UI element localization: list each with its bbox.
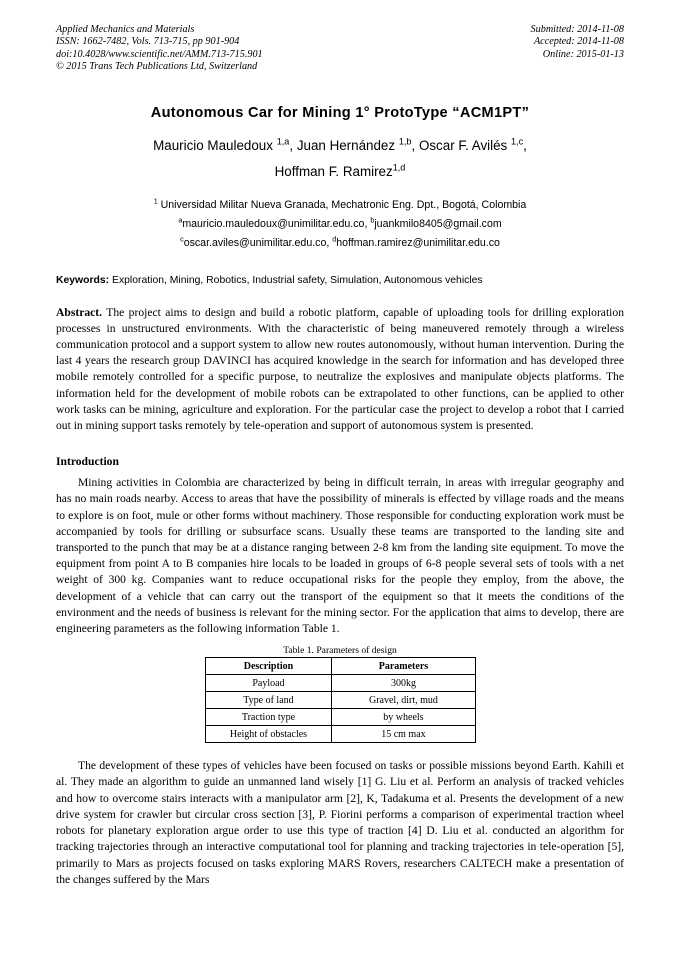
author-list-line2 xyxy=(56,164,624,179)
table-cell-description: Payload xyxy=(205,675,332,692)
keywords-label: Keywords: xyxy=(56,274,110,286)
email-marker: a xyxy=(178,215,183,225)
table1-container xyxy=(56,645,624,743)
journal-issn: ISSN: 1662-7482, Vols. 713-715, pp 901-904 xyxy=(56,36,240,48)
author-entry xyxy=(153,138,297,153)
table-cell-description: Height of obstacles xyxy=(205,726,332,743)
author-affiliation-marker: 1,a xyxy=(276,136,290,147)
email-address[interactable]: juankmilo8405@gmail.com xyxy=(374,217,502,230)
introduction-heading: Introduction xyxy=(56,455,119,469)
email-line-2 xyxy=(56,234,624,253)
journal-doi: doi:10.4028/www.scientific.net/AMM.713-715.901 xyxy=(56,48,263,60)
abstract-text: The project aims to design and build a robotic platform, capable of uploading tools for drilling exploration processes in unstructured environments. With the characteristic of being maneuvered remotely through a wireless communication protocol and a support system to allow new routes autonomously, without human intervention. During the last 4 years the research group DAVINCI has acquired knowledge in the search for information and has developed three mobile remotely controlled for a specific purpose, to neutralize the explosives and manipulate objects platforms. The information held for the development of mobile robots can be extrapolated to other functions, can be applied to other work tasks can be mining, agriculture and exploration. For the particular case the project to develop a robot that I carried out in mining support tasks remotely by tele-operation and support of autonomous system is presented. xyxy=(56,305,624,433)
table-row xyxy=(205,692,475,709)
author-separator: , xyxy=(411,137,419,153)
abstract-label: Abstract. xyxy=(56,305,103,319)
journal-name: Applied Mechanics and Materials xyxy=(56,24,195,35)
author-entry xyxy=(419,138,527,153)
email-separator: , xyxy=(326,236,333,249)
author-affiliation-marker: 1,b xyxy=(398,136,412,147)
abstract-section xyxy=(56,305,624,435)
email-line-1 xyxy=(56,215,624,234)
email-marker: b xyxy=(370,215,375,225)
table-row xyxy=(205,709,475,726)
table-header-row xyxy=(205,658,475,675)
email-address[interactable]: oscar.aviles@unimilitar.edu.co xyxy=(183,236,327,249)
introduction-paragraph-1: Mining activities in Colombia are characterized by being in difficult terrain, in areas with irregular geography and has no main roads nearby. Access to areas that have the possibility of minerals is effected by village roads and the means to explore is on foot, mule or other forms without machinery. Those responsible for conducting exploration work must be accompanied by tools for drilling or subsurface scans. Usually these teams are transported to the landing site and transported to the punch that may be at a distance ranging between 2-8 km from the landing site equipment. To move the equipment from point A to B companies hire locals to be loaded in groups of 6-8 people several sets of tools with a net weight of 300 kg. Companies want to reduce occupational risks for the people they employ, from the above, the development of a vehicle that can carry out the transport of the equipment so that it meets the conditions of the environment and the needs of business is relevant for the mining sector. For the application that aims to develop, there are engineering parameters as the following information Table 1. xyxy=(56,476,624,636)
email-address[interactable]: mauricio.mauledoux@unimilitar.edu.co xyxy=(182,217,365,230)
author-separator: , xyxy=(289,137,297,153)
journal-header xyxy=(56,24,624,74)
online-date: Online: 2015-01-13 xyxy=(542,48,624,60)
email-marker: c xyxy=(180,234,184,244)
author-affiliation-marker: 1,c xyxy=(510,136,524,147)
affiliation-marker: 1 xyxy=(153,196,158,206)
author-separator: , xyxy=(523,137,527,153)
journal-copyright: © 2015 Trans Tech Publications Ltd, Switzerland xyxy=(56,61,258,73)
table-header-description: Description xyxy=(205,658,332,675)
author-list xyxy=(56,133,624,159)
keywords-list: Exploration, Mining, Robotics, Industrial safety, Simulation, Autonomous vehicles xyxy=(112,274,483,286)
table-cell-parameter: 300kg xyxy=(332,675,475,692)
email-marker: d xyxy=(332,234,337,244)
author-name: Mauricio Mauledoux xyxy=(153,137,273,153)
email-address[interactable]: hoffman.ramirez@unimilitar.edu.co xyxy=(336,236,500,249)
affiliation xyxy=(56,196,624,215)
paper-title: Autonomous Car for Mining 1° ProtoType “ACM1PT” xyxy=(150,104,530,121)
submitted-date: Submitted: 2014-11-08 xyxy=(530,24,624,35)
accepted-date: Accepted: 2014-11-08 xyxy=(533,36,624,48)
journal-header-right xyxy=(531,24,624,61)
author-affiliation-marker: 1,d xyxy=(392,162,406,173)
table1 xyxy=(205,657,476,743)
introduction-paragraph-2: The development of these types of vehicles have been focused on tasks or possible missions beyond Earth. Kahili et al. They made an algorithm to guide an unmanned land wisely [1] G. Liu et al. Perform an analysis of tracked vehicles and how to overcome stairs interacts with a manipulator arm [2], K, Tadakuma et al. Presents the development of a new drive system for crawler but circular cross section [3], P. Fiorini performs a comparison of experimental traction wheel robots for planetary exploration argue order to use this type of traction [4] D. Liu et al. conducted an algorithm for tracking trajectories through an interactive computational tool for planning and tracking trajectories in tele-operation [5], primarily to Mars as projects focused on tasks exploring MARS Rovers, researchers CALTECH make a presentation of the changes suffered by the Mars xyxy=(56,759,624,886)
email-separator: , xyxy=(364,217,371,230)
table-header-parameters: Parameters xyxy=(332,658,475,675)
page-content xyxy=(56,24,624,888)
author-name: Oscar F. Avilés xyxy=(418,137,508,153)
author-entry xyxy=(297,138,419,153)
keywords-line xyxy=(56,275,624,286)
journal-header-left xyxy=(56,24,263,74)
table-cell-description: Type of land xyxy=(205,692,332,709)
table-cell-parameter: Gravel, dirt, mud xyxy=(332,692,475,709)
author-name: Hoffman F. Ramirez xyxy=(274,163,393,179)
table-cell-parameter: by wheels xyxy=(332,709,475,726)
table-row xyxy=(205,675,475,692)
affiliation-text: Universidad Militar Nueva Granada, Mechatronic Eng. Dpt., Bogotá, Colombia xyxy=(160,198,527,211)
table-cell-parameter: 15 cm max xyxy=(332,726,475,743)
table-cell-description: Traction type xyxy=(205,709,332,726)
table-row xyxy=(205,726,475,743)
table1-caption: Table 1. Parameters of design xyxy=(283,645,397,657)
author-name: Juan Hernández xyxy=(296,137,396,153)
